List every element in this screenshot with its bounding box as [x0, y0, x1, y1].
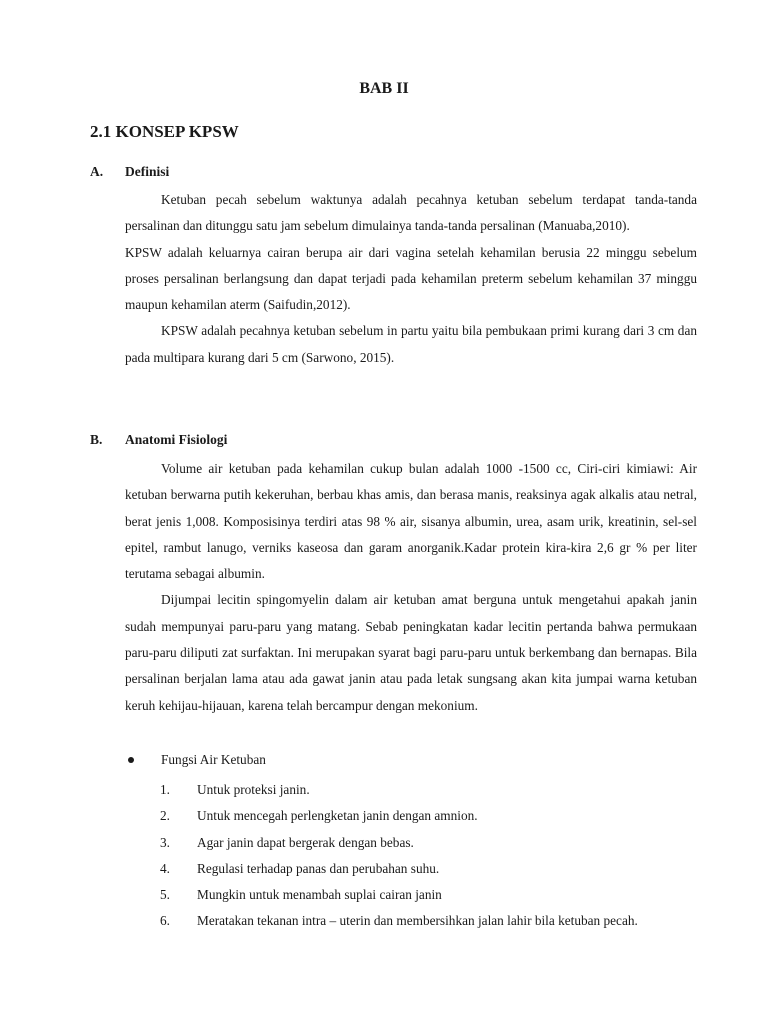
list-item: 3. Agar janin dapat bergerak dengan bebas. [160, 834, 414, 850]
subheading-title: Definisi [125, 164, 170, 179]
list-item: 1. Untuk proteksi janin. [160, 782, 310, 797]
bullet-item [125, 752, 266, 768]
paragraph: Dijumpai lecitin spingomyelin dalam air ketuban amat berguna untuk mengetahui apakah janin sudah mempunyai paru-paru yang matang. Sebab peningkatan kadar lecitin pertanda bahwa permukaan paru-paru diliputi zat surfaktan. Ini merupakan syarat bagi paru-paru untuk berkembang dan bernapas. Bila persalinan berjalan lama atau ada gawat janin atau pada letak sungsang akan kita jumpai warna ketuban keruh kehijau-hijauan, karena telah bercampur dengan mekonium. [125, 592, 697, 713]
subheading-anatomi [90, 432, 227, 448]
list-item: 5. Mungkin untuk menambah suplai cairan janin [160, 887, 442, 903]
chapter-title: BAB II [359, 80, 409, 97]
list-item: 2. Untuk mencegah perlengketan janin dengan amnion. [160, 808, 478, 824]
anatomi-body [125, 456, 697, 719]
definisi-body [125, 187, 697, 371]
bullet-label: Fungsi Air Ketuban [161, 752, 266, 767]
paragraph: Volume air ketuban pada kehamilan cukup bulan adalah 1000 -1500 cc, Ciri-ciri kimiawi: Air ketuban berwarna putih kekeruhan, berbau khas amis, dan berasa manis, reaksinya agak alkalis atau netral, berat jenis 1,008. Komposisinya terdiri atas 98 % air, sisanya albumin, urea, asam urik, kreatinin, sel-sel epitel, rambut lanugo, verniks kaseosa dan garam anorganik.Kadar protein kira-kira 2,6 gr % per liter terutama sebagai albumin. [125, 461, 697, 582]
bullet-icon [128, 757, 134, 763]
subheading-letter: A. [90, 164, 104, 179]
paragraph: KPSW adalah pecahnya ketuban sebelum in partu yaitu bila pembukaan primi kurang dari 3 cm dan pada multipara kurang dari 5 cm (Sarwono, 2015). [125, 323, 697, 365]
subheading-definisi [90, 164, 169, 180]
paragraph: Ketuban pecah sebelum waktunya adalah pecahnya ketuban sebelum terdapat tanda-tanda persalinan dan ditunggu satu jam sebelum dimulainya tanda-tanda persalinan (Manuaba,2010). [125, 192, 697, 234]
list-item: 6. Meratakan tekanan intra – uterin dan membersihkan jalan lahir bila ketuban pecah. [160, 913, 638, 929]
section-title: 2.1 KONSEP KPSW [90, 122, 239, 141]
subheading-letter: B. [90, 432, 103, 447]
paragraph: KPSW adalah keluarnya cairan berupa air dari vagina setelah kehamilan berusia 22 minggu sebelum proses persalinan berlangsung dan dapat terjadi pada kehamilan preterm sebelum kehamilan 37 minggu maupun kehamilan aterm (Saifudin,2012). [125, 244, 697, 313]
subheading-title: Anatomi Fisiologi [125, 432, 228, 447]
fungsi-list [160, 777, 638, 935]
list-item: 4. Regulasi terhadap panas dan perubahan suhu. [160, 860, 440, 876]
